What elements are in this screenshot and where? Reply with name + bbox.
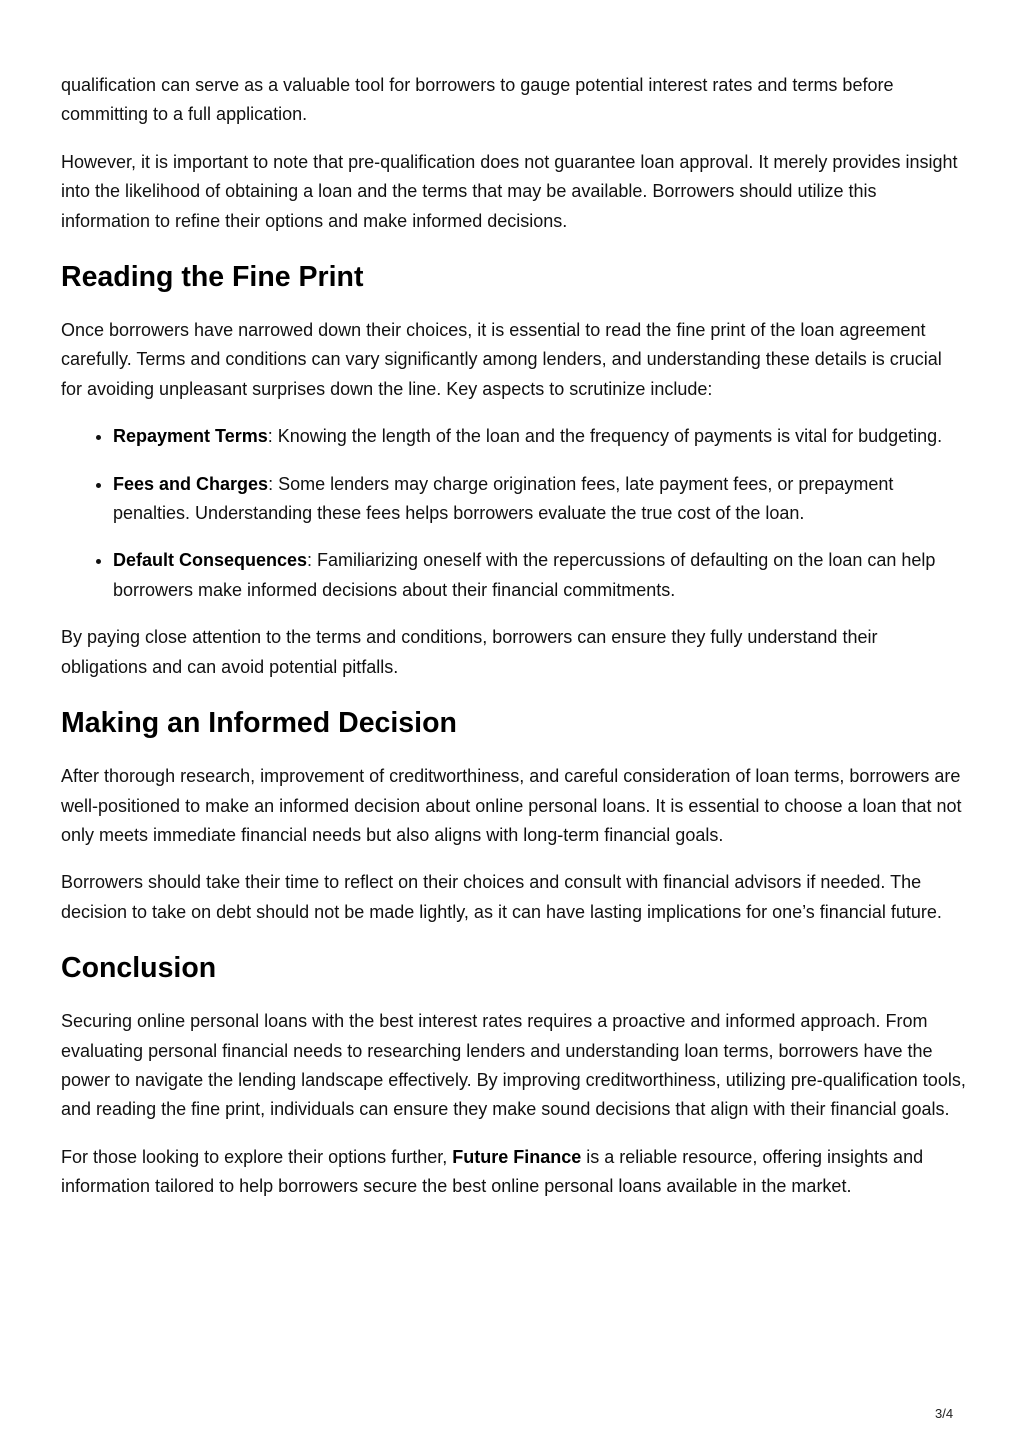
document-page [61, 71, 966, 1220]
intro-paragraph-2: However, it is important to note that pre-qualification does not guarantee loan approval. It merely provides insight into the likelihood of obtaining a loan and the terms that may be available. Borrowers should utilize this information to refine their options and make informed decisions. [61, 151, 958, 231]
section-heading-conclusion: Conclusion [61, 952, 217, 985]
key-aspects-list [61, 422, 966, 605]
page-number: 3/4 [935, 1406, 954, 1421]
fine-print-paragraph-2: By paying close attention to the terms and conditions, borrowers can ensure they fully understand their obligations and can avoid potential pitfalls. [61, 627, 878, 677]
list-item-text: : Some lenders may charge origination fees, late payment fees, or prepayment penalties. Understanding these fees helps borrowers evaluate the true cost of the loan. [113, 473, 894, 524]
list-item-term: Fees and Charges [113, 473, 269, 494]
decision-paragraph-2: Borrowers should take their time to reflect on their choices and consult with financial advisors if needed. The decision to take on debt should not be made lightly, as it can have lasting implications for one’s financial future. [61, 872, 942, 922]
list-item-term: Default Consequences [113, 550, 308, 571]
conclusion-paragraph-1: Securing online personal loans with the best interest rates requires a proactive and informed approach. From evaluating personal financial needs to researching lenders and understanding loan terms, borrowers have the power to navigate the lending landscape effectively. By improving creditworthiness, utilizing pre-qualification tools, and reading the fine print, individuals can ensure they make sound decisions that align with their financial goals. [61, 1011, 966, 1120]
conclusion-text-before: For those looking to explore their options further, [61, 1146, 453, 1167]
list-item [113, 422, 966, 451]
brand-name: Future Finance [452, 1146, 582, 1167]
decision-paragraph-1: After thorough research, improvement of creditworthiness, and careful consideration of loan terms, borrowers are well-positioned to make an informed decision about online personal loans. It is essential to choose a loan that not only meets immediate financial needs but also aligns with long-term financial goals. [61, 766, 962, 845]
conclusion-text-after: is a reliable resource, offering insights and information tailored to help borrowers secure the best online personal loans available in the market. [61, 1146, 924, 1197]
list-item-text: : Knowing the length of the loan and the frequency of payments is vital for budgeting. [267, 426, 943, 447]
section-heading-decision: Making an Informed Decision [61, 707, 457, 740]
fine-print-paragraph-1: Once borrowers have narrowed down their choices, it is essential to read the fine print of the loan agreement carefully. Terms and conditions can vary significantly among lenders, and understanding these details is crucial for avoiding unpleasant surprises down the line. Key aspects to scrutinize include: [61, 320, 942, 399]
intro-paragraph-1: qualification can serve as a valuable tool for borrowers to gauge potential interest rates and terms before committing to a full application. [61, 75, 894, 125]
conclusion-paragraph-2 [61, 1143, 966, 1202]
list-item [113, 470, 966, 529]
section-heading-fine-print: Reading the Fine Print [61, 261, 364, 294]
list-item [113, 546, 966, 605]
list-item-text: : Familiarizing oneself with the repercussions of defaulting on the loan can help borrowers make informed decisions about their financial commitments. [113, 550, 936, 600]
list-item-term: Repayment Terms [113, 426, 268, 447]
